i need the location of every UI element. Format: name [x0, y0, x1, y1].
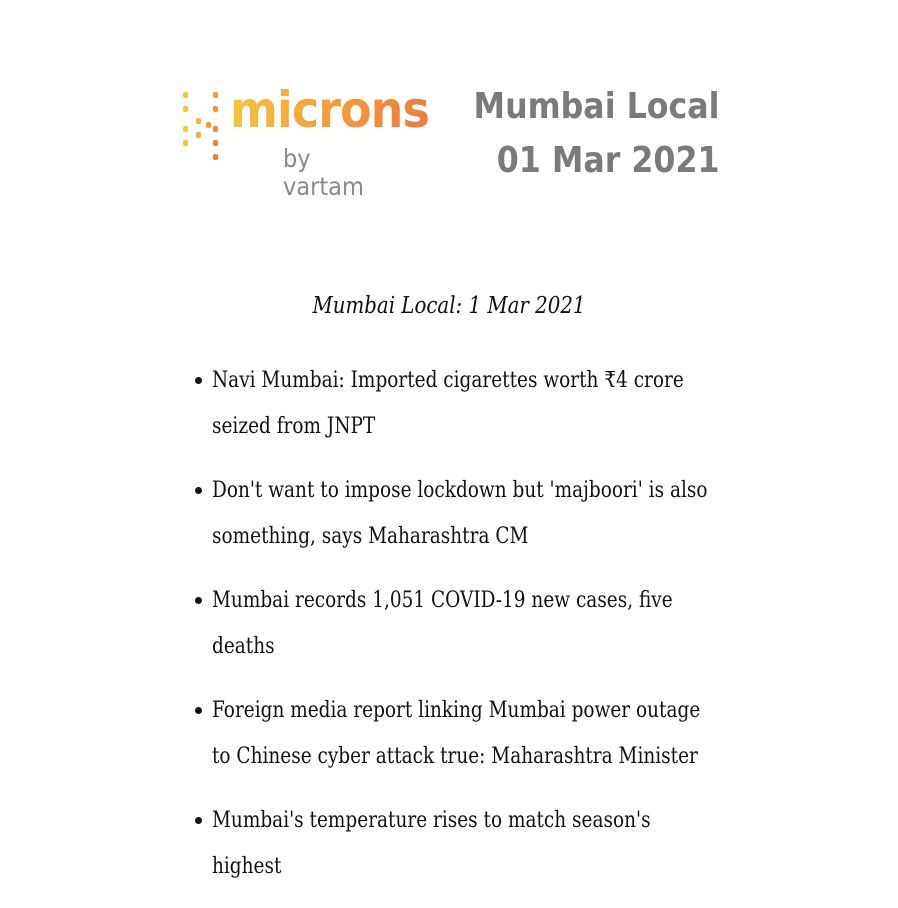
list-item	[190, 578, 750, 670]
list-item	[190, 798, 750, 890]
bullet-icon	[195, 817, 202, 824]
header-title-line1: Mumbai Local	[473, 86, 720, 127]
header-title	[474, 80, 720, 188]
list-item-text: Mumbai records 1,051 COVID-19 new cases, five deaths	[212, 588, 673, 659]
bullet-icon	[195, 597, 202, 604]
content-subtitle: Mumbai Local: 1 Mar 2021	[312, 293, 586, 319]
list-item-text: Mumbai's temperature rises to match season's highest	[212, 808, 651, 879]
list-item-text: Don't want to impose lockdown but 'majboori' is also something, says Maharashtra CM	[212, 478, 708, 549]
list-item	[190, 468, 750, 560]
logo-dots-icon	[180, 86, 224, 168]
list-item	[190, 358, 750, 450]
bullet-icon	[195, 487, 202, 494]
bullet-icon	[195, 707, 202, 714]
header-title-line2: 01 Mar 2021	[497, 140, 720, 181]
logo-byline: by vartam	[283, 144, 364, 201]
microns-logo	[180, 81, 429, 201]
logo-wordmark: microns	[230, 81, 429, 139]
news-list	[190, 358, 750, 908]
list-item-text: Foreign media report linking Mumbai power outage to Chinese cyber attack true: Maharashtra Minister	[212, 698, 701, 769]
list-item	[190, 688, 750, 780]
list-item-text: Navi Mumbai: Imported cigarettes worth ₹4 crore seized from JNPT	[212, 368, 684, 439]
bullet-icon	[195, 377, 202, 384]
